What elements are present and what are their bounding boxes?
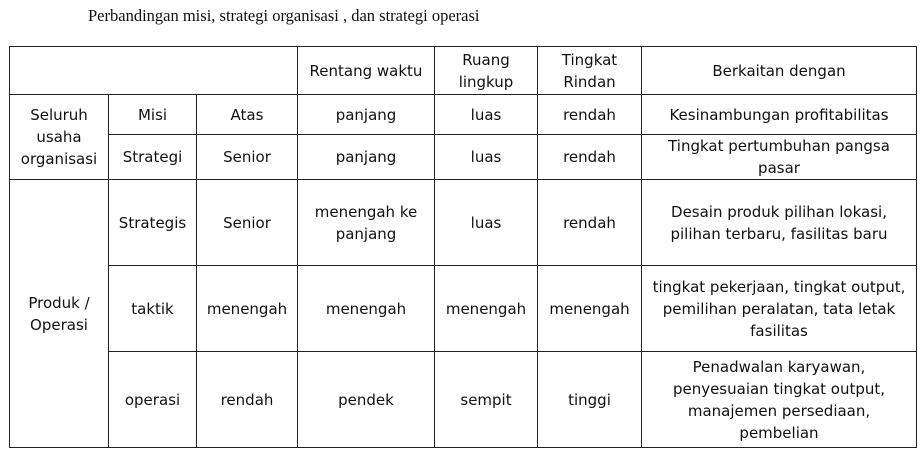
cell-rentang: panjang <box>298 135 435 180</box>
table-caption: Perbandingan misi, strategi organisasi , dan strategi operasi <box>88 6 480 25</box>
cell-rentang: panjang <box>298 95 435 135</box>
group-produk-operasi: Produk / Operasi <box>10 180 109 448</box>
cell-rentang: menengah <box>298 266 435 352</box>
header-blank-cell <box>10 47 298 95</box>
cell-level: Misi <box>109 95 197 135</box>
cell-pihak: rendah <box>197 352 298 448</box>
header-rentang-waktu: Rentang waktu <box>298 47 435 95</box>
comparison-table <box>9 46 917 448</box>
table-row <box>10 135 917 180</box>
header-tingkat-rindan: Tingkat Rindan <box>538 47 642 95</box>
group-seluruh-usaha: Seluruh usaha organisasi <box>10 95 109 180</box>
cell-pihak: Senior <box>197 180 298 266</box>
cell-berkaitan: tingkat pekerjaan, tingkat output, pemilihan peralatan, tata letak fasilitas <box>642 266 917 352</box>
cell-level: taktik <box>109 266 197 352</box>
table-row <box>10 95 917 135</box>
table-row <box>10 352 917 448</box>
cell-berkaitan: Kesinambungan profitabilitas <box>642 95 917 135</box>
cell-tingkat: rendah <box>538 180 642 266</box>
cell-level: Strategi <box>109 135 197 180</box>
cell-pihak: menengah <box>197 266 298 352</box>
cell-rentang: pendek <box>298 352 435 448</box>
header-row <box>10 47 917 95</box>
cell-ruang: luas <box>435 135 538 180</box>
cell-berkaitan: Tingkat pertumbuhan pangsa pasar <box>642 135 917 180</box>
table-row <box>10 180 917 266</box>
cell-tingkat: rendah <box>538 95 642 135</box>
cell-berkaitan: Desain produk pilihan lokasi, pilihan terbaru, fasilitas baru <box>642 180 917 266</box>
cell-ruang: sempit <box>435 352 538 448</box>
cell-tingkat: menengah <box>538 266 642 352</box>
cell-tingkat: rendah <box>538 135 642 180</box>
cell-level: operasi <box>109 352 197 448</box>
cell-pihak: Atas <box>197 95 298 135</box>
cell-berkaitan: Penadwalan karyawan, penyesuaian tingkat output, manajemen persediaan, pembelian <box>642 352 917 448</box>
header-ruang-lingkup: Ruang lingkup <box>435 47 538 95</box>
header-berkaitan-dengan: Berkaitan dengan <box>642 47 917 95</box>
cell-ruang: luas <box>435 180 538 266</box>
table-row <box>10 266 917 352</box>
cell-rentang: menengah ke panjang <box>298 180 435 266</box>
cell-tingkat: tinggi <box>538 352 642 448</box>
cell-pihak: Senior <box>197 135 298 180</box>
cell-level: Strategis <box>109 180 197 266</box>
cell-ruang: luas <box>435 95 538 135</box>
cell-ruang: menengah <box>435 266 538 352</box>
